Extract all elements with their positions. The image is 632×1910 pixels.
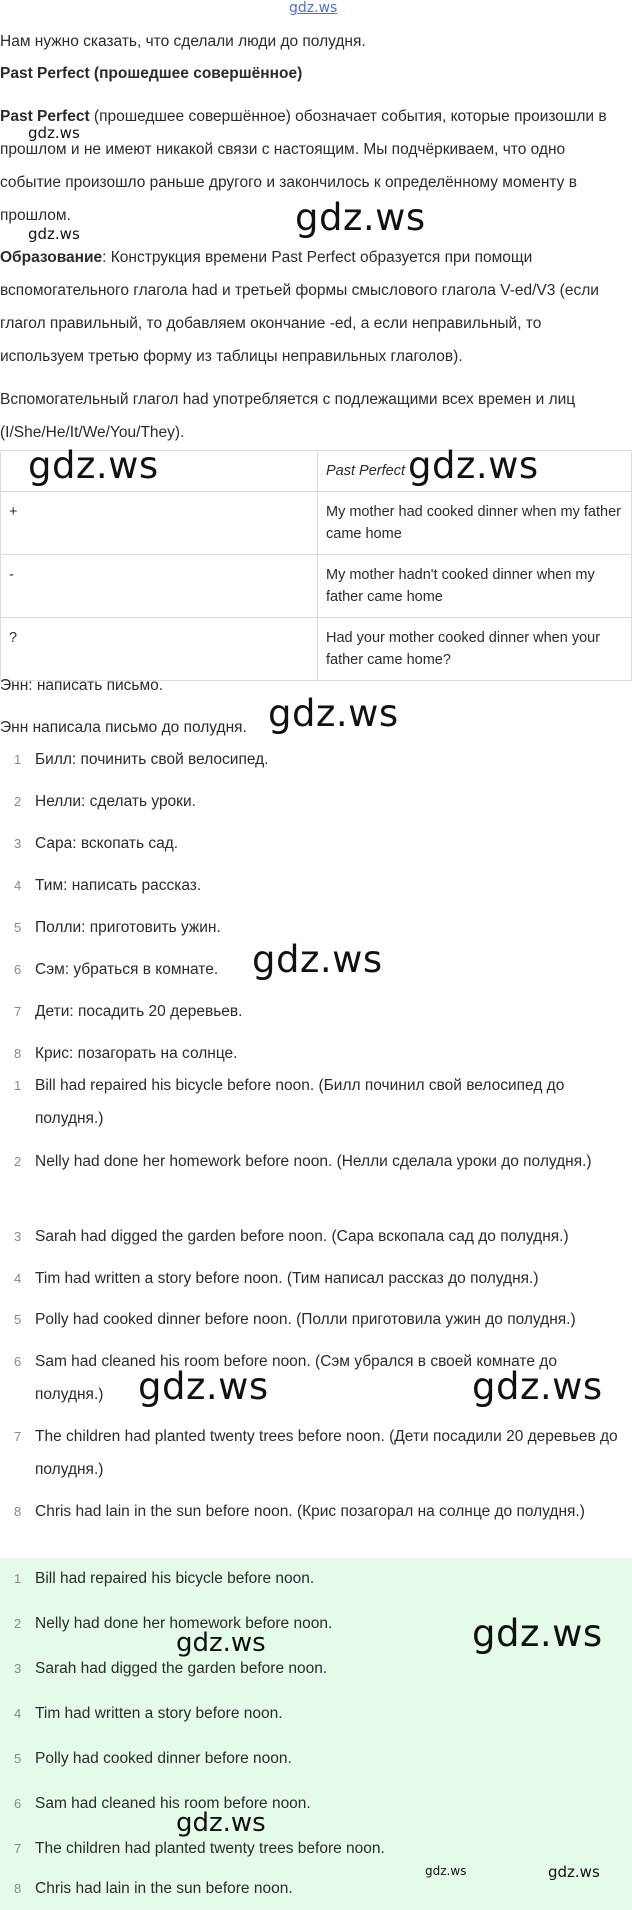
answer-item [0, 1697, 628, 1730]
item-number: 7 [14, 1841, 22, 1856]
item-number: 2 [14, 1616, 22, 1631]
formation-paragraph [0, 241, 625, 373]
item-number: 5 [14, 1751, 22, 1766]
watermark: gdz.ws [28, 124, 80, 142]
item-text: Тим: написать рассказ. [35, 877, 202, 894]
table-cell-example: My mother hadn't cooked dinner when my father came home [318, 555, 632, 618]
intro-text: Нам нужно сказать, что сделали люди до полудня. [0, 33, 366, 50]
watermark: gdz.ws [176, 1808, 266, 1838]
item-number: 5 [14, 920, 22, 935]
list-item [0, 785, 628, 818]
item-text: Bill had repaired his bicycle before noon. (Билл починил свой велосипед до полудня.) [35, 1077, 565, 1127]
item-text: The children had planted twenty trees before noon. [35, 1840, 385, 1857]
list-item [0, 1145, 628, 1178]
item-number: 8 [14, 1046, 22, 1061]
list-item [0, 1069, 628, 1135]
item-text: Polly had cooked dinner before noon. (Полли приготовила ужин до полудня.) [35, 1311, 576, 1328]
table-cell-sign: - [1, 555, 318, 618]
list-item [0, 1303, 628, 1336]
watermark: gdz.ws [28, 444, 159, 487]
item-number: 4 [14, 878, 22, 893]
item-number: 3 [14, 836, 22, 851]
item-text: Sam had cleaned his room before noon. [35, 1795, 311, 1812]
list-item [0, 743, 628, 776]
item-text: Крис: позагорать на солнце. [35, 1045, 238, 1062]
item-text: Chris had lain in the sun before noon. (Крис позагорал на солнце до полудня.) [35, 1503, 585, 1520]
watermark: gdz.ws [295, 196, 426, 239]
answer-item [0, 1832, 628, 1865]
item-text: Нелли: сделать уроки. [35, 793, 196, 810]
item-text: Sarah had digged the garden before noon. (Сара вскопала сад до полудня.) [35, 1228, 569, 1245]
item-number: 1 [14, 1078, 22, 1093]
watermark: gdz.ws [408, 444, 539, 487]
item-text: Сэм: убраться в комнате. [35, 961, 219, 978]
item-number: 7 [14, 1004, 22, 1019]
watermark: gdz.ws [472, 1365, 603, 1408]
list-item [0, 1037, 628, 1070]
list-item [0, 1420, 628, 1486]
list-item [0, 1495, 628, 1528]
definition-term: Past Perfect [0, 108, 90, 125]
table-cell-example: Had your mother cooked dinner when your father came home? [318, 618, 632, 681]
item-text: Nelly had done her homework before noon. (Нелли сделала уроки до полудня.) [35, 1153, 592, 1170]
item-number: 1 [14, 752, 22, 767]
site-link[interactable]: gdz.ws [289, 0, 338, 16]
item-text: Bill had repaired his bicycle before noon. [35, 1570, 315, 1587]
item-text: Polly had cooked dinner before noon. [35, 1750, 292, 1767]
definition-text: (прошедшее совершённое) обозначает события, которые произошли в прошлом и не имеют никакой связи с настоящим. Мы подчёркиваем, что одно событие произошло раньше другого и закончилось к определённому моменту в прошлом. [0, 108, 607, 224]
item-number: 4 [14, 1271, 22, 1286]
formation-text: : Конструкция времени Past Perfect образуется при помощи вспомогательного глагола had и третьей формы смыслового глагола V-ed/V3 (если глагол правильный, то добавляем окончание -ed, а если неправильный, то используем третью форму из таблицы неправильных глаголов). [0, 249, 599, 365]
item-text: Nelly had done her homework before noon. [35, 1615, 333, 1632]
item-text: Сара: вскопать сад. [35, 835, 179, 852]
table-cell-sign: + [1, 492, 318, 555]
answer-item [0, 1742, 628, 1775]
watermark: gdz.ws [548, 1863, 600, 1881]
item-number: 7 [14, 1429, 22, 1444]
list-item [0, 827, 628, 860]
answer-item [0, 1872, 628, 1905]
item-text: Полли: приготовить ужин. [35, 919, 221, 936]
example-answer: Энн написала письмо до полудня. [0, 719, 247, 736]
item-text: Sarah had digged the garden before noon. [35, 1660, 328, 1677]
item-number: 8 [14, 1881, 22, 1896]
example-task: Энн: написать письмо. [0, 677, 164, 694]
table-cell-example: My mother had cooked dinner when my father came home [318, 492, 632, 555]
item-number: 8 [14, 1504, 22, 1519]
item-number: 2 [14, 794, 22, 809]
auxiliary-note: Вспомогательный глагол had употребляется с подлежащими всех времен и лиц (I/She/He/It/We/You/They). [0, 391, 576, 441]
list-item [0, 1262, 628, 1295]
list-item [0, 1220, 628, 1253]
item-number: 2 [14, 1154, 22, 1169]
watermark: gdz.ws [252, 938, 383, 981]
item-number: 4 [14, 1706, 22, 1721]
item-number: 5 [14, 1312, 22, 1327]
table-row [1, 492, 632, 555]
formation-term: Образование [0, 249, 103, 266]
item-number: 1 [14, 1571, 22, 1586]
watermark: gdz.ws [176, 1628, 266, 1658]
item-number: 6 [14, 962, 22, 977]
item-number: 3 [14, 1661, 22, 1676]
item-text: Chris had lain in the sun before noon. [35, 1880, 293, 1897]
answer-item [0, 1787, 628, 1820]
watermark: gdz.ws [28, 225, 80, 243]
item-number: 6 [14, 1354, 22, 1369]
list-item [0, 995, 628, 1028]
table-row [1, 555, 632, 618]
item-text: Sam had cleaned his room before noon. (Сэм убрался в своей комнате до полудня.) [35, 1353, 557, 1403]
item-text: Билл: починить свой велосипед. [35, 751, 269, 768]
table-header-cell: Past Perfect [318, 451, 632, 492]
watermark: gdz.ws [138, 1365, 269, 1408]
list-item [0, 869, 628, 902]
item-text: Tim had written a story before noon. [35, 1705, 283, 1722]
answer-item [0, 1652, 628, 1685]
watermark: gdz.ws [472, 1612, 603, 1655]
item-text: The children had planted twenty trees before noon. (Дети посадили 20 деревьев до полудня.) [35, 1428, 618, 1478]
table-cell-sign: ? [1, 618, 318, 681]
item-text: Дети: посадить 20 деревьев. [35, 1003, 243, 1020]
section-heading: Past Perfect (прошедшее совершённое) [0, 65, 303, 82]
item-number: 6 [14, 1796, 22, 1811]
watermark: gdz.ws [425, 1864, 467, 1878]
watermark: gdz.ws [268, 692, 399, 735]
item-number: 3 [14, 1229, 22, 1244]
answer-item [0, 1562, 628, 1595]
item-text: Tim had written a story before noon. (Тим написал рассказ до полудня.) [35, 1270, 539, 1287]
